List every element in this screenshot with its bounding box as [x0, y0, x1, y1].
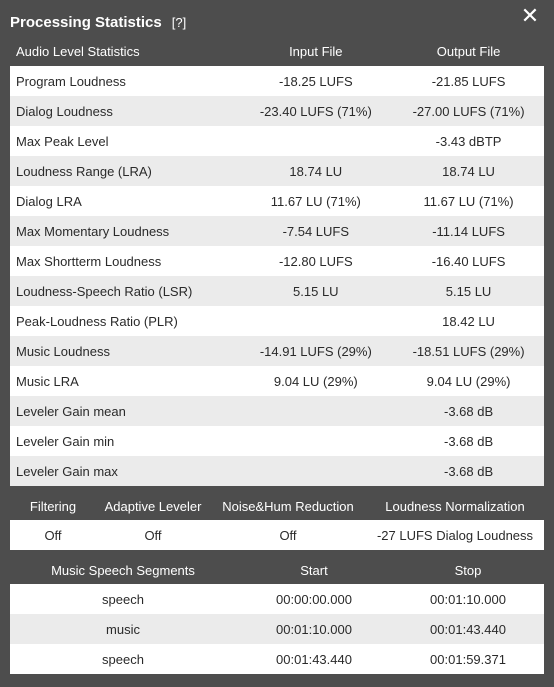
stats-row-output: 18.42 LU	[393, 306, 544, 336]
stats-row-output: 18.74 LU	[393, 156, 544, 186]
stats-row	[10, 246, 544, 276]
segment-stop: 00:01:10.000	[392, 584, 544, 614]
settings-header-noise-hum: Noise&Hum Reduction	[222, 498, 354, 514]
stats-row	[10, 336, 544, 366]
settings-value-adaptive-leveler: Off	[96, 520, 210, 550]
segment-stop: 00:01:59.371	[392, 644, 544, 674]
stats-row	[10, 66, 544, 96]
stats-row-input: 18.74 LU	[239, 156, 394, 186]
stats-header-label: Audio Level Statistics	[16, 43, 140, 59]
segment-type: speech	[10, 644, 236, 674]
audio-level-statistics-table	[10, 36, 544, 486]
stats-row-output: 9.04 LU (29%)	[393, 366, 544, 396]
stats-row-input: 9.04 LU (29%)	[239, 366, 394, 396]
stats-row-output: -3.68 dB	[393, 396, 544, 426]
stats-row-label: Program Loudness	[10, 66, 239, 96]
stats-row	[10, 396, 544, 426]
settings-values-row	[10, 520, 544, 550]
dialog-title: Processing Statistics	[10, 13, 162, 31]
stats-header-row	[10, 36, 544, 66]
stats-row-output: -18.51 LUFS (29%)	[393, 336, 544, 366]
stats-row	[10, 126, 544, 156]
stats-row-label: Dialog LRA	[10, 186, 239, 216]
stats-row-label: Music LRA	[10, 366, 239, 396]
segments-header-stop: Stop	[454, 562, 482, 578]
stats-row-label: Peak-Loudness Ratio (PLR)	[10, 306, 239, 336]
stats-row-output: -3.43 dBTP	[393, 126, 544, 156]
stats-row-input: 5.15 LU	[239, 276, 394, 306]
stats-row-output: -11.14 LUFS	[393, 216, 544, 246]
stats-row	[10, 426, 544, 456]
stats-row-output: -3.68 dB	[393, 456, 544, 486]
segment-row	[10, 584, 544, 614]
stats-row	[10, 96, 544, 126]
stats-row-label: Leveler Gain min	[10, 426, 239, 456]
segment-stop: 00:01:43.440	[392, 614, 544, 644]
stats-header-output: Output File	[436, 43, 501, 59]
stats-row-label: Loudness-Speech Ratio (LSR)	[10, 276, 239, 306]
stats-row-input: -14.91 LUFS (29%)	[239, 336, 394, 366]
processing-settings-table	[10, 492, 544, 550]
segment-row	[10, 614, 544, 644]
dialog-header	[10, 10, 186, 34]
stats-row	[10, 156, 544, 186]
stats-row-output: -3.68 dB	[393, 426, 544, 456]
stats-row-output: 5.15 LU	[393, 276, 544, 306]
stats-row-input: -18.25 LUFS	[239, 66, 394, 96]
stats-row-input	[239, 456, 394, 486]
stats-row	[10, 366, 544, 396]
stats-row-output: 11.67 LU (71%)	[393, 186, 544, 216]
stats-row-input: -23.40 LUFS (71%)	[239, 96, 394, 126]
segment-start: 00:01:10.000	[236, 614, 392, 644]
settings-header-loudness-normalization: Loudness Normalization	[385, 498, 525, 514]
segments-header-type: Music Speech Segments	[51, 562, 195, 578]
stats-row-label: Leveler Gain mean	[10, 396, 239, 426]
help-link[interactable]: [?]	[171, 14, 187, 30]
stats-row	[10, 306, 544, 336]
stats-row	[10, 276, 544, 306]
segment-type: music	[10, 614, 236, 644]
stats-row	[10, 186, 544, 216]
stats-row-input: -12.80 LUFS	[239, 246, 394, 276]
stats-row-output: -21.85 LUFS	[393, 66, 544, 96]
stats-row-input: -7.54 LUFS	[239, 216, 394, 246]
segments-header-row	[10, 556, 544, 584]
stats-row-label: Max Momentary Loudness	[10, 216, 239, 246]
stats-row-input: 11.67 LU (71%)	[239, 186, 394, 216]
stats-row	[10, 216, 544, 246]
stats-header-input: Input File	[289, 43, 343, 59]
segment-start: 00:00:00.000	[236, 584, 392, 614]
segments-header-start: Start	[300, 562, 328, 578]
settings-header-filtering: Filtering	[29, 498, 77, 514]
stats-row-label: Loudness Range (LRA)	[10, 156, 239, 186]
settings-header-row	[10, 492, 544, 520]
settings-value-loudness-normalization: -27 LUFS Dialog Loudness	[366, 520, 544, 550]
close-icon[interactable]: ✕	[520, 3, 540, 28]
stats-row-input	[239, 426, 394, 456]
stats-row-label: Leveler Gain max	[10, 456, 239, 486]
stats-row-output: -16.40 LUFS	[393, 246, 544, 276]
stats-row-label: Max Peak Level	[10, 126, 239, 156]
segment-row	[10, 644, 544, 674]
stats-row-label: Dialog Loudness	[10, 96, 239, 126]
stats-row	[10, 456, 544, 486]
settings-value-noise-hum: Off	[210, 520, 366, 550]
segment-start: 00:01:43.440	[236, 644, 392, 674]
stats-row-input	[239, 396, 394, 426]
stats-row-input	[239, 306, 394, 336]
stats-row-label: Max Shortterm Loudness	[10, 246, 239, 276]
settings-value-filtering: Off	[10, 520, 96, 550]
music-speech-segments-table	[10, 556, 544, 674]
stats-row-output: -27.00 LUFS (71%)	[393, 96, 544, 126]
settings-header-adaptive-leveler: Adaptive Leveler	[104, 498, 202, 514]
stats-row-input	[239, 126, 394, 156]
stats-row-label: Music Loudness	[10, 336, 239, 366]
segment-type: speech	[10, 584, 236, 614]
